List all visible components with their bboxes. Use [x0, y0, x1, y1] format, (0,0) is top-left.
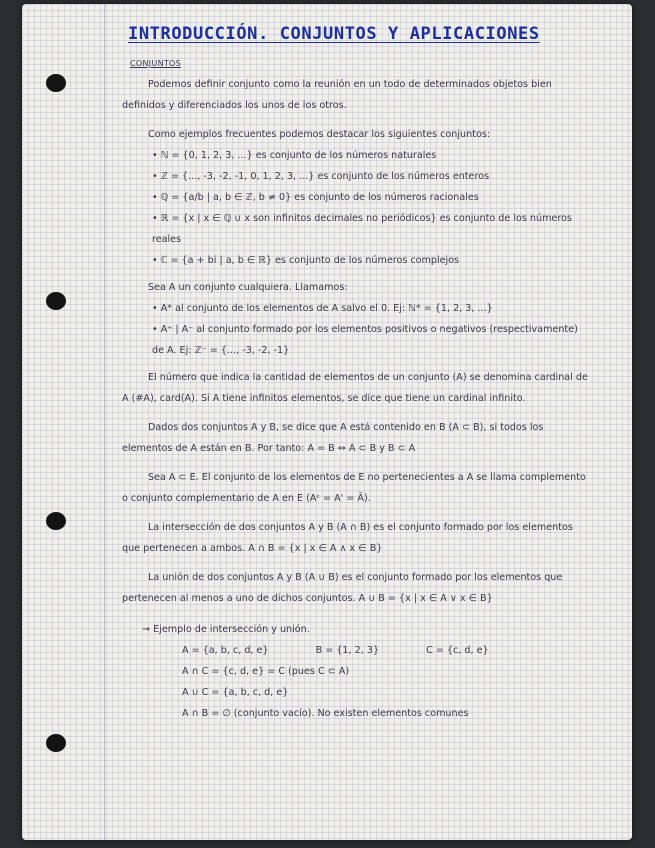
set-b: B = {1, 2, 3} [315, 645, 380, 656]
binder-hole [46, 734, 66, 752]
example-line: A ∩ C = {c, d, e} = C (pues C ⊂ A) [182, 666, 350, 677]
set-c: C = {c, d, e} [426, 645, 489, 656]
example-integers: • ℤ = {..., -3, -2, -1, 0, 1, 2, 3, ...} es conjunto de los números enteros [152, 171, 490, 182]
binder-hole [46, 512, 66, 530]
example-block [122, 619, 592, 724]
example-line: A ∩ B = ∅ (conjunto vacío). No existen elementos comunes [182, 708, 469, 719]
sea-item-star: • A* al conjunto de los elementos de A salvo el 0. Ej: ℕ* = {1, 2, 3, ...} [152, 303, 493, 314]
binder-hole [46, 74, 66, 92]
example-naturals: • ℕ = {0, 1, 2, 3, ...} es conjunto de los números naturales [152, 150, 437, 161]
example-reals: • ℝ = {x | x ∈ ℚ ∪ x son infinitos decimales no periódicos} es conjunto de los números reales [152, 213, 572, 245]
binder-hole [46, 292, 66, 310]
example-sets [122, 640, 592, 661]
notebook-page [22, 4, 632, 840]
complemento-paragraph: Sea A ⊂ E. El conjunto de los elementos de E no pertenecientes a A se llama complemento o conjunto complementario de A en E (Aᶜ = A' = Ā). [122, 472, 586, 504]
contenido-paragraph: Dados dos conjuntos A y B, se dice que A está contenido en B (A ⊂ B), si todos los elementos de A están en B. Por tanto: A = B ⇔ A ⊂ B y B ⊂ A [122, 422, 544, 454]
sea-a-paragraph: Sea A un conjunto cualquiera. Llamamos: [148, 282, 348, 293]
notes-body [122, 74, 592, 724]
margin-line [104, 4, 105, 840]
examples-lead: Como ejemplos frecuentes podemos destacar los siguientes conjuntos: [148, 129, 491, 140]
intro-paragraph: Podemos definir conjunto como la reunión en un todo de determinados objetos bien definidos y diferenciados los unos de los otros. [122, 79, 552, 111]
union-paragraph: La unión de dos conjuntos A y B (A ∪ B) es el conjunto formado por los elementos que pertenecen al menos a uno de dichos conjuntos. A ∪ B = {x | x ∈ A ∨ x ∈ B} [122, 572, 563, 604]
example-line: A ∪ C = {a, b, c, d, e} [182, 687, 289, 698]
cardinal-paragraph: El número que indica la cantidad de elementos de un conjunto (A) se denomina cardinal de A (#A), card(A). Si A tiene infinitos elementos, se dice que tiene un cardinal infinito. [122, 372, 588, 404]
section-heading: CONJUNTOS [130, 59, 182, 68]
interseccion-paragraph: La intersección de dos conjuntos A y B (A ∩ B) es el conjunto formado por los elementos que pertenecen a ambos. A ∩ B = {x | x ∈ A ∧ x ∈ B} [122, 522, 573, 554]
example-complex: • ℂ = {a + bi | a, b ∈ ℝ} es conjunto de los números complejos [152, 255, 460, 266]
example-rationals: • ℚ = {a/b | a, b ∈ ℤ, b ≠ 0} es conjunto de los números racionales [152, 192, 479, 203]
set-a: A = {a, b, c, d, e} [182, 645, 269, 656]
example-heading: → Ejemplo de intersección y unión. [142, 624, 310, 635]
sea-item-sign: • A⁺ | A⁻ al conjunto formado por los elementos positivos o negativos (respectivamente) de A. Ej: ℤ⁻ = {..., -3, -2, -1} [152, 324, 578, 356]
page-title: INTRODUCCIÓN. CONJUNTOS Y APLICACIONES [128, 24, 540, 44]
